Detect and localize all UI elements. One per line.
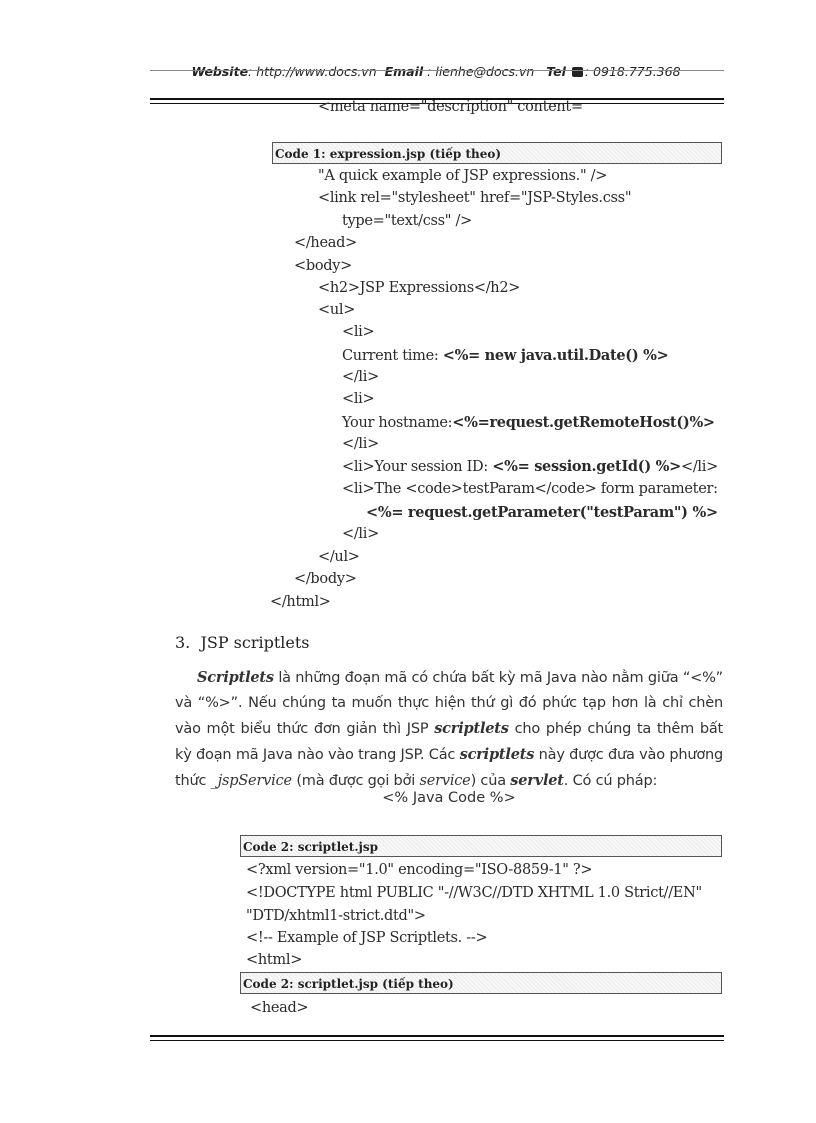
code-line: <h2>JSP Expressions</h2> xyxy=(318,280,521,296)
code-text: <li>Your session ID: xyxy=(342,459,493,475)
code-line: <head> xyxy=(250,1000,309,1016)
syntax-line: <% Java Code %> xyxy=(382,790,516,806)
code-expression: <%= session.getId() %> xyxy=(492,458,681,475)
code-line xyxy=(366,504,718,521)
tel-value: : 0918.775.368 xyxy=(584,64,681,79)
code2-caption: Code 2: scriptlet.jsp xyxy=(240,835,722,857)
code-line: <meta name="description" content= xyxy=(318,99,583,115)
code-text: Current time: xyxy=(342,348,443,364)
code-line: <body> xyxy=(294,258,352,274)
code-line: <li> xyxy=(342,324,375,340)
term-servlet: servlet xyxy=(510,772,564,789)
paragraph-text: . Có cú pháp: xyxy=(563,773,658,789)
section-number: 3. xyxy=(175,633,191,652)
code-expression: <%=request.getRemoteHost()%> xyxy=(452,414,715,431)
code-line: </body> xyxy=(294,571,357,587)
code-text: Your hostname: xyxy=(342,415,453,431)
term-jspservice: _jspService xyxy=(210,773,292,789)
code-line: <li>The <code>testParam</code> form parameter: xyxy=(342,481,718,497)
term-scriptlets: Scriptlets xyxy=(197,669,274,686)
paragraph-text: này được đưa vào phương thức xyxy=(175,747,724,789)
code-line: "A quick example of JSP expressions." /> xyxy=(318,168,608,184)
term-service: service xyxy=(419,773,471,789)
code-line: </html> xyxy=(270,594,331,610)
page-header xyxy=(150,64,722,79)
website-url[interactable]: : http://www.docs.vn xyxy=(248,64,377,79)
code-line: </li> xyxy=(342,436,379,452)
code1-caption: Code 1: expression.jsp (tiếp theo) xyxy=(272,142,722,164)
paragraph-text: (mà được gọi bởi xyxy=(291,773,420,789)
bottom-double-rule xyxy=(150,1035,724,1041)
code-line: </li> xyxy=(342,369,379,385)
code-line xyxy=(342,414,715,431)
paragraph-text: là những đoạn mã có chứa bất kỳ mã Java nào nằm giữa “<%” và “%>”. Nếu chúng ta muốn thực hiện thứ gì đó phức tạp hơn là chỉ chèn vào một biểu thức đơn giản thì JSP xyxy=(175,670,723,737)
code-line: <li> xyxy=(342,391,375,407)
code-line: </li> xyxy=(342,526,379,542)
code-line: <ul> xyxy=(318,302,356,318)
code-line xyxy=(342,347,668,364)
email-label: Email xyxy=(384,64,424,79)
code-line: </head> xyxy=(294,235,357,251)
paragraph-text: cho phép chúng ta thêm bất kỳ đoạn mã Java nào vào trang JSP. Các xyxy=(175,721,723,763)
code-line: <?xml version="1.0" encoding="ISO-8859-1" ?> xyxy=(246,862,593,878)
code-expression: <%= request.getParameter("testParam") %> xyxy=(366,504,718,521)
code-line: <!DOCTYPE html PUBLIC "-//W3C//DTD XHTML 1.0 Strict//EN" xyxy=(246,885,702,901)
code-line: </ul> xyxy=(318,549,360,565)
email-value[interactable]: : lienhe@docs.vn xyxy=(427,64,535,79)
paragraph-text: ) của xyxy=(470,773,511,789)
term-scriptlets: scriptlets xyxy=(434,720,509,737)
code-line: <html> xyxy=(246,952,303,968)
code-expression: <%= new java.util.Date() %> xyxy=(442,347,669,364)
code-text: </li> xyxy=(680,459,718,475)
body-paragraph xyxy=(175,665,723,794)
section-heading xyxy=(175,633,310,652)
code-line: "DTD/xhtml1-strict.dtd"> xyxy=(246,908,426,924)
section-title: JSP scriptlets xyxy=(200,633,310,652)
header-rule xyxy=(150,70,724,71)
tel-label: Tel xyxy=(546,64,566,79)
code-line: type="text/css" /> xyxy=(342,213,472,229)
website-label: Website xyxy=(191,64,249,79)
term-scriptlets: scriptlets xyxy=(459,746,535,763)
code-line: <!-- Example of JSP Scriptlets. --> xyxy=(246,930,488,946)
code-line: <link rel="stylesheet" href="JSP-Styles.css" xyxy=(318,190,632,206)
code2b-caption: Code 2: scriptlet.jsp (tiếp theo) xyxy=(240,972,722,994)
code-line xyxy=(342,458,718,475)
phone-icon xyxy=(572,67,583,77)
